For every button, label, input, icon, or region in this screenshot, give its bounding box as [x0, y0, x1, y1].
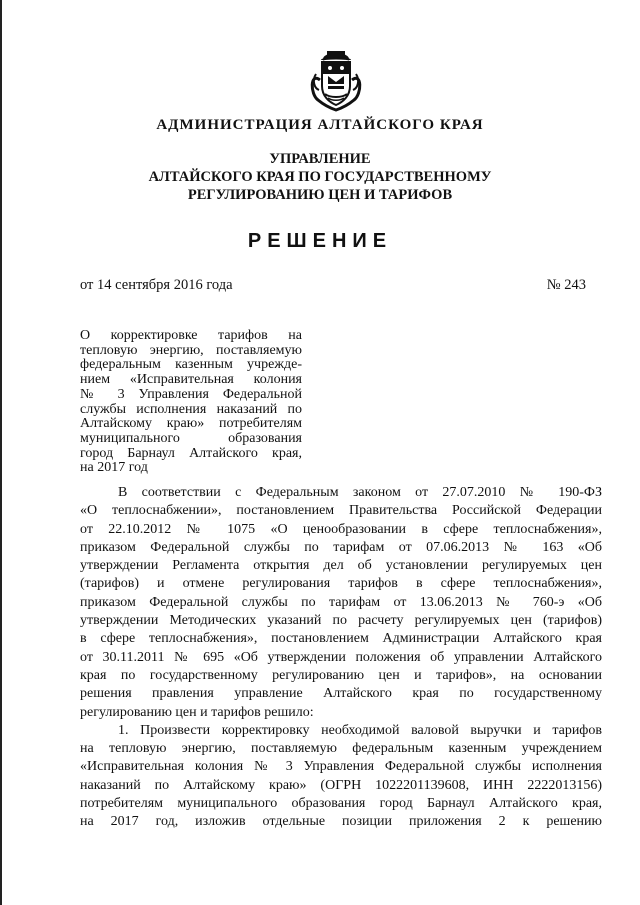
document-body — [80, 484, 602, 832]
body-line: от 30.11.2011 № 695 «Об утверждении положения об управлении Алтайского — [80, 649, 602, 665]
subject-line: № 3 Управления Федеральной — [80, 386, 302, 402]
subject-line: О корректировке тарифов на — [80, 328, 302, 343]
department-line: АЛТАЙСКОГО КРАЯ ПО ГОСУДАРСТВЕННОМУ — [148, 169, 492, 185]
body-line: приказом Федеральной службы по тарифам от 13.06.2013 № 760-э «Об — [80, 594, 602, 610]
subject-line: Алтайскому краю» потребителям — [80, 416, 302, 432]
department-line: РЕГУЛИРОВАНИЮ ЦЕН И ТАРИФОВ — [187, 187, 453, 203]
body-line: «Исправительная колония № 3 Управления Федеральной службы исполнения — [80, 759, 602, 775]
body-line: решения правления управление Алтайского края по государственному — [80, 686, 602, 702]
body-line: 1. Произвести корректировку необходимой валовой выручки и тарифов — [118, 722, 602, 738]
altai-krai-coat-of-arms-icon — [306, 50, 366, 114]
subject-line: нием «Исправительная колония — [80, 372, 302, 388]
document-date: от 14 сентября 2016 года — [80, 277, 233, 293]
department-name — [0, 150, 640, 204]
body-line: (тарифов) и отмене регулирования тарифов в сфере теплоснабжения», — [80, 576, 602, 592]
subject-line: на 2017 год — [80, 460, 148, 476]
body-line: приказом Федеральной службы по тарифам от 07.06.2013 № 163 «Об — [80, 539, 602, 555]
page-left-edge — [0, 0, 2, 905]
subject-line: тепловую энергию, поставляемую — [80, 342, 302, 358]
body-line: в сфере теплоснабжения», постановлением Администрации Алтайского края — [80, 631, 602, 647]
body-line: края по государственному регулированию цен и тарифов», на основании — [80, 667, 602, 683]
subject-line: муниципального образования — [80, 430, 302, 446]
body-line: потребителям муниципального образования город Барнаул Алтайского края, — [80, 796, 602, 812]
body-line: «О теплоснабжении», постановлением Правительства Российской Федерации — [80, 503, 602, 519]
body-line: регулированию цен и тарифов решило: — [80, 704, 314, 720]
body-line: на тепловую энергию, поставляемую федеральным казенным учреждением — [80, 741, 602, 757]
document-subject — [80, 329, 302, 476]
department-line: УПРАВЛЕНИЕ — [269, 151, 371, 167]
subject-line: службы исполнения наказаний по — [80, 401, 302, 417]
document-number: № 243 — [546, 277, 586, 293]
subject-line: федеральным казенным учрежде- — [80, 357, 302, 373]
body-line: от 22.10.2012 № 1075 «О ценообразовании в сфере теплоснабжения», — [80, 521, 602, 537]
body-line: утверждении Регламента открытия дел об установлении регулируемых цен — [80, 558, 602, 574]
document-title: РЕШЕНИЕ — [247, 230, 393, 252]
subject-line: город Барнаул Алтайского края, — [80, 445, 302, 461]
body-line: утверждении Методических указаний по расчету регулируемых цен (тарифов) — [80, 613, 602, 629]
body-line: на 2017 год, изложив отдельные позиции приложения 2 к решению — [80, 814, 602, 830]
body-line: В соответствии с Федеральным законом от 27.07.2010 № 190-ФЗ — [118, 485, 602, 500]
organization-name: АДМИНИСТРАЦИЯ АЛТАЙСКОГО КРАЯ — [156, 117, 484, 133]
body-line: наказаний по Алтайскому краю» (ОГРН 1022201139608, ИНН 2222013156) — [80, 777, 602, 793]
